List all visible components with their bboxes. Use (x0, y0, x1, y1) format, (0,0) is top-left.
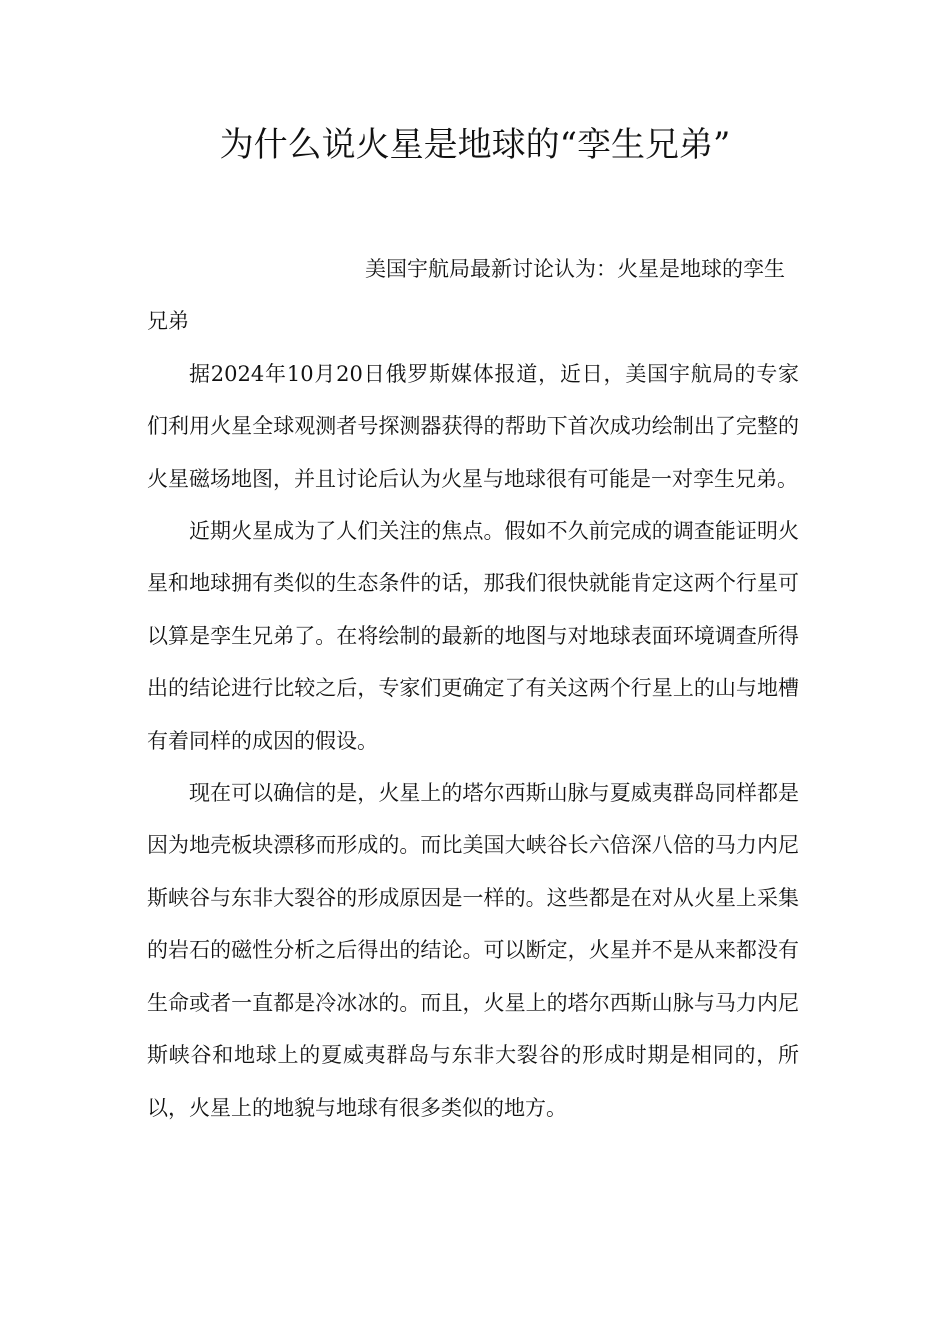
document-title: 为什么说火星是地球的“孪生兄弟” (219, 125, 731, 165)
paragraph-3: 现在可以确信的是，火星上的塔尔西斯山脉与夏威夷群岛同样都是因为地壳板块漂移而形成的。而比美国大峡谷长六倍深八倍的马力内尼斯峡谷与东非大裂谷的形成原因是一样的。这些都是在对从火星上采集的岩石的磁性分析之后得出的结论。可以断定，火星并不是从来都没有生命或者一直都是冷冰冰的。而且，火星上的塔尔西斯山脉与马力内尼斯峡谷和地球上的夏威夷群岛与东非大裂谷的形成时期是相同的，所以，火星上的地貌与地球有很多类似的地方。 (147, 781, 799, 1120)
paragraph-2: 近期火星成为了人们关注的焦点。假如不久前完成的调查能证明火星和地球拥有类似的生态条件的话，那我们很快就能肯定这两个行星可以算是孪生兄弟了。在将绘制的最新的地图与对地球表面环境调查所得出的结论进行比较之后，专家们更确定了有关这两个行星上的山与地槽有着同样的成因的假设。 (147, 519, 799, 753)
paragraph-1: 据2024年10月20日俄罗斯媒体报道，近日，美国宇航局的专家们利用火星全球观测者号探测器获得的帮助下首次成功绘制出了完整的火星磁场地图，并且讨论后认为火星与地球很有可能是一对孪生兄弟。 (147, 361, 799, 491)
document-subtitle: 美国宇航局最新讨论认为：火星是地球的孪生兄弟 (147, 257, 785, 334)
document-body (147, 243, 799, 1134)
